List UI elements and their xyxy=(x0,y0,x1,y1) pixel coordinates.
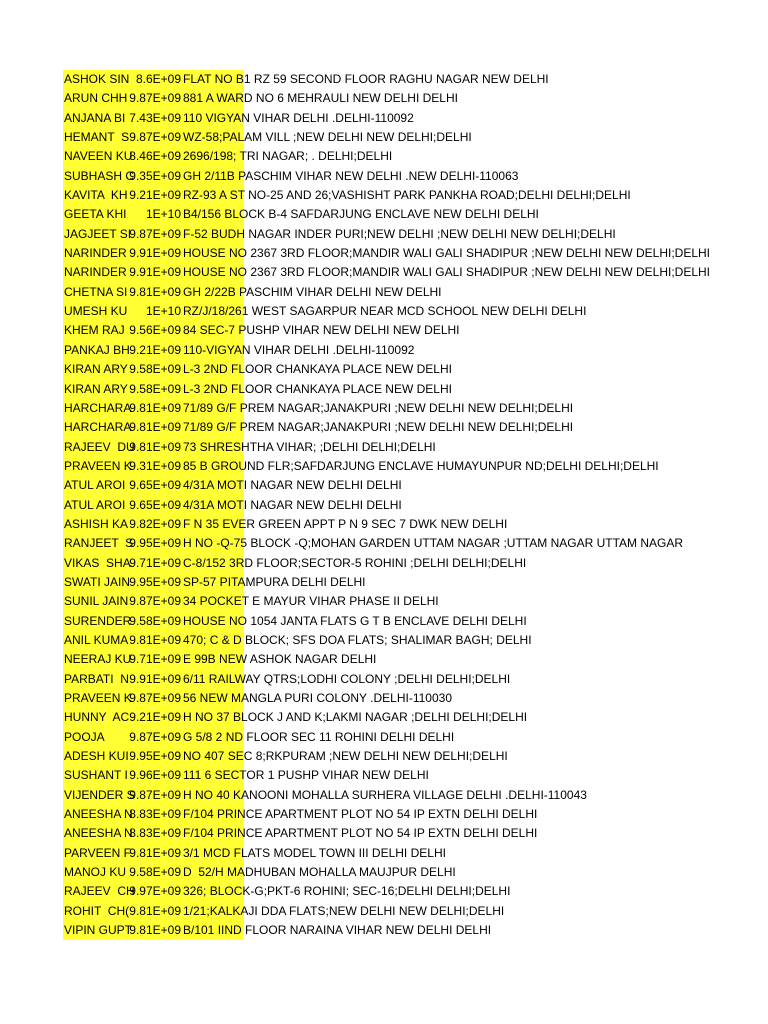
name-cell[interactable]: CHETNA SI xyxy=(64,284,128,299)
table-row xyxy=(63,263,768,282)
name-cell[interactable]: PARBATI N xyxy=(64,671,129,686)
phone-cell[interactable]: 9.65E+09 xyxy=(129,478,181,493)
table-row xyxy=(63,882,768,901)
phone-cell[interactable]: 9.35E+09 xyxy=(129,168,181,183)
table-row xyxy=(63,554,768,573)
address-cell[interactable]: 6/11 RAILWAY QTRS;LODHI COLONY ;DELHI DELHI;DELHI xyxy=(183,671,511,686)
table-row xyxy=(63,805,768,824)
phone-cell[interactable]: 9.21E+09 xyxy=(129,710,181,725)
name-cell[interactable]: HUNNY AC xyxy=(64,710,130,725)
phone-cell[interactable]: 8.83E+09 xyxy=(129,807,181,822)
phone-cell[interactable]: 9.58E+09 xyxy=(129,865,181,880)
address-cell[interactable]: 56 NEW MANGLA PURI COLONY .DELHI-110030 xyxy=(183,691,452,705)
phone-cell[interactable]: 9.87E+09 xyxy=(129,787,181,802)
phone-cell[interactable]: 9.81E+09 xyxy=(129,420,181,435)
phone-cell[interactable]: 8.46E+09 xyxy=(129,149,181,164)
spreadsheet-sheet xyxy=(63,70,768,940)
table-row xyxy=(63,399,768,418)
table-row xyxy=(63,708,768,727)
address-cell[interactable]: 71/89 G/F PREM NAGAR;JANAKPURI ;NEW DELHI NEW DELHI;DELHI xyxy=(183,400,574,415)
table-row xyxy=(63,70,768,89)
address-cell[interactable]: 4/31A MOTI NAGAR NEW DELHI DELHI xyxy=(183,497,402,512)
phone-cell[interactable]: 9.81E+09 xyxy=(129,284,181,299)
name-cell[interactable]: NAVEEN KU xyxy=(64,149,133,164)
address-cell[interactable]: SP-57 PITAMPURA DELHI DELHI xyxy=(183,574,366,589)
address-cell[interactable]: 470; C & D BLOCK; SFS DOA FLATS; SHALIMAR BAGH; DELHI xyxy=(183,632,532,647)
name-cell[interactable]: SWATI JAIN xyxy=(64,574,130,589)
address-cell[interactable]: B4/156 BLOCK B-4 SAFDARJUNG ENCLAVE NEW DELHI DELHI xyxy=(183,207,539,222)
address-cell[interactable]: GH 2/22B PASCHIM VIHAR DELHI NEW DELHI xyxy=(183,284,442,299)
phone-cell[interactable]: 9.81E+09 xyxy=(129,439,181,454)
table-row xyxy=(63,167,768,186)
address-cell[interactable]: G 5/8 2 ND FLOOR SEC 11 ROHINI DELHI DELHI xyxy=(183,729,455,744)
table-row xyxy=(63,380,768,399)
address-cell[interactable]: H NO 40 KANOONI MOHALLA SURHERA VILLAGE DELHI .DELHI-110043 xyxy=(183,787,587,802)
table-row xyxy=(63,476,768,495)
address-cell[interactable]: E 99B NEW ASHOK NAGAR DELHI xyxy=(183,652,377,667)
table-row xyxy=(63,824,768,843)
table-row xyxy=(63,186,768,205)
name-cell[interactable]: ROHIT CH( xyxy=(64,903,130,918)
phone-cell[interactable]: 9.82E+09 xyxy=(129,516,181,531)
address-cell[interactable]: F/104 PRINCE APARTMENT PLOT NO 54 IP EXTN DELHI DELHI xyxy=(183,826,538,841)
phone-cell[interactable]: 9.81E+09 xyxy=(129,400,181,415)
table-row xyxy=(63,670,768,689)
address-cell[interactable]: NO 407 SEC 8;RKPURAM ;NEW DELHI NEW DELHI;DELHI xyxy=(183,749,508,764)
table-row xyxy=(63,921,768,940)
name-cell[interactable]: JAGJEET SI xyxy=(64,226,132,241)
address-cell[interactable]: RZ/J/18/261 WEST SAGARPUR NEAR MCD SCHOOL NEW DELHI DELHI xyxy=(183,304,587,319)
name-cell[interactable]: HEMANT S xyxy=(64,130,130,145)
address-cell[interactable]: 110-VIGYAN VIHAR DELHI .DELHI-110092 xyxy=(183,342,415,357)
table-row xyxy=(63,747,768,766)
name-cell[interactable]: SUNIL JAIN xyxy=(64,594,129,609)
address-cell[interactable]: RZ-93 A ST NO-25 AND 26;VASHISHT PARK PANKHA ROAD;DELHI DELHI;DELHI xyxy=(183,188,631,203)
table-row xyxy=(63,650,768,669)
phone-cell[interactable]: 9.87E+09 xyxy=(129,594,181,609)
address-cell[interactable]: HOUSE NO 2367 3RD FLOOR;MANDIR WALI GALI SHADIPUR ;NEW DELHI NEW DELHI;DELHI xyxy=(183,246,710,261)
address-cell[interactable]: 85 B GROUND FLR;SAFDARJUNG ENCLAVE HUMAYUNPUR ND;DELHI DELHI;DELHI xyxy=(183,458,659,473)
name-cell[interactable]: VIPIN GUPT xyxy=(64,923,133,938)
phone-cell[interactable]: 9.95E+09 xyxy=(129,574,181,589)
table-row xyxy=(63,786,768,805)
name-cell[interactable]: PRAVEEN K xyxy=(64,458,132,473)
name-cell[interactable]: KAVITA KH xyxy=(64,188,128,203)
table-row xyxy=(63,147,768,166)
phone-cell[interactable]: 8.83E+09 xyxy=(129,826,181,841)
address-cell[interactable]: F N 35 EVER GREEN APPT P N 9 SEC 7 DWK NEW DELHI xyxy=(183,516,508,531)
address-cell[interactable]: 4/31A MOTI NAGAR NEW DELHI DELHI xyxy=(183,478,402,493)
name-cell[interactable]: SUSHANT I xyxy=(64,768,128,783)
name-cell[interactable]: UMESH KU xyxy=(64,304,128,319)
table-row xyxy=(63,438,768,457)
phone-cell[interactable]: 9.81E+09 xyxy=(129,903,181,918)
table-row xyxy=(63,457,768,476)
address-cell[interactable]: 1/21;KALKAJI DDA FLATS;NEW DELHI NEW DELHI;DELHI xyxy=(183,903,505,918)
name-cell[interactable]: ANIL KUMA xyxy=(64,632,129,647)
name-cell[interactable]: GEETA KHI xyxy=(64,207,127,222)
address-cell[interactable]: F-52 BUDH NAGAR INDER PURI;NEW DELHI ;NEW DELHI NEW DELHI;DELHI xyxy=(183,226,616,241)
name-cell[interactable]: ATUL AROI xyxy=(64,478,126,493)
phone-cell[interactable]: 9.87E+09 xyxy=(129,729,181,744)
address-cell[interactable]: D 52/H MADHUBAN MOHALLA MAUJPUR DELHI xyxy=(183,865,456,880)
name-cell[interactable]: SURENDER xyxy=(64,613,132,628)
table-row xyxy=(63,321,768,340)
phone-cell[interactable]: 9.31E+09 xyxy=(129,458,181,473)
address-cell[interactable]: H NO 37 BLOCK J AND K;LAKMI NAGAR ;DELHI DELHI;DELHI xyxy=(183,710,528,725)
name-cell[interactable]: ARUN CHH xyxy=(64,91,128,106)
table-row xyxy=(63,205,768,224)
table-row xyxy=(63,302,768,321)
table-row xyxy=(63,128,768,147)
name-cell[interactable]: VIKAS SHA xyxy=(64,555,131,570)
table-row xyxy=(63,612,768,631)
address-cell[interactable]: HOUSE NO 1054 JANTA FLATS G T B ENCLAVE DELHI DELHI xyxy=(183,613,527,628)
table-row xyxy=(63,689,768,708)
address-cell[interactable]: C-8/152 3RD FLOOR;SECTOR-5 ROHINI ;DELHI DELHI;DELHI xyxy=(183,555,527,570)
phone-cell[interactable]: 9.81E+09 xyxy=(129,632,181,647)
table-row xyxy=(63,515,768,534)
name-cell[interactable]: KIRAN ARY xyxy=(64,362,128,377)
phone-cell[interactable]: 9.21E+09 xyxy=(129,188,181,203)
phone-cell[interactable]: 9.91E+09 xyxy=(129,671,181,686)
address-cell[interactable]: 881 A WARD NO 6 MEHRAULI NEW DELHI DELHI xyxy=(183,91,458,106)
name-cell[interactable]: HARCHARA xyxy=(64,400,132,415)
table-row xyxy=(63,418,768,437)
address-cell[interactable]: 2696/198; TRI NAGAR; . DELHI;DELHI xyxy=(183,149,393,164)
name-cell[interactable]: PRAVEEN K xyxy=(64,691,132,705)
table-row xyxy=(63,631,768,650)
phone-cell[interactable]: 9.95E+09 xyxy=(129,749,181,764)
phone-cell[interactable]: 9.95E+09 xyxy=(129,536,181,551)
name-cell[interactable]: ANEESHA N xyxy=(64,807,133,822)
table-row xyxy=(63,341,768,360)
table-row xyxy=(63,109,768,128)
table-row xyxy=(63,244,768,263)
address-cell[interactable]: FLAT NO B1 RZ 59 SECOND FLOOR RAGHU NAGAR NEW DELHI xyxy=(183,72,549,86)
name-cell[interactable]: ASHOK SIN xyxy=(64,72,130,86)
phone-cell[interactable]: 9.21E+09 xyxy=(129,342,181,357)
name-cell[interactable]: SUBHASH C xyxy=(64,168,135,183)
name-cell[interactable]: RANJEET S xyxy=(64,536,134,551)
address-cell[interactable]: HOUSE NO 2367 3RD FLOOR;MANDIR WALI GALI SHADIPUR ;NEW DELHI NEW DELHI;DELHI xyxy=(183,265,710,280)
phone-cell[interactable]: 9.87E+09 xyxy=(129,91,181,106)
phone-cell[interactable]: 9.71E+09 xyxy=(129,652,181,667)
table-row xyxy=(63,902,768,921)
name-cell[interactable]: NARINDER xyxy=(64,246,127,261)
address-cell[interactable]: 34 POCKET E MAYUR VIHAR PHASE II DELHI xyxy=(183,594,439,609)
phone-cell[interactable]: 9.96E+09 xyxy=(129,768,181,783)
table-row xyxy=(63,360,768,379)
address-cell[interactable]: GH 2/11B PASCHIM VIHAR NEW DELHI .NEW DELHI-110063 xyxy=(183,168,519,183)
name-cell[interactable]: RAJEEV CH xyxy=(64,884,135,899)
address-cell[interactable]: 84 SEC-7 PUSHP VIHAR NEW DELHI NEW DELHI xyxy=(183,323,460,338)
address-cell[interactable]: B/101 IIND FLOOR NARAINA VIHAR NEW DELHI DELHI xyxy=(183,923,492,938)
name-cell[interactable]: VIJENDER S xyxy=(64,787,135,802)
address-cell[interactable]: 71/89 G/F PREM NAGAR;JANAKPURI ;NEW DELHI NEW DELHI;DELHI xyxy=(183,420,574,435)
phone-cell[interactable]: 9.81E+09 xyxy=(129,845,181,860)
name-cell[interactable]: NARINDER xyxy=(64,265,127,280)
phone-cell[interactable]: 9.81E+09 xyxy=(129,923,181,938)
phone-cell[interactable]: 9.71E+09 xyxy=(129,555,181,570)
name-cell[interactable]: PARVEEN F xyxy=(64,845,131,860)
name-cell[interactable]: ADESH KUI xyxy=(64,749,129,764)
phone-cell[interactable]: 9.87E+09 xyxy=(129,691,181,705)
name-cell[interactable]: PANKAJ BH xyxy=(64,342,130,357)
table-row xyxy=(63,225,768,244)
phone-cell[interactable]: 9.91E+09 xyxy=(129,265,181,280)
table-row xyxy=(63,573,768,592)
table-row xyxy=(63,534,768,553)
address-cell[interactable]: F/104 PRINCE APARTMENT PLOT NO 54 IP EXTN DELHI DELHI xyxy=(183,807,538,822)
phone-cell[interactable]: 9.87E+09 xyxy=(129,130,181,145)
address-cell[interactable]: L-3 2ND FLOOR CHANKAYA PLACE NEW DELHI xyxy=(183,362,452,377)
name-cell[interactable]: NEERAJ KU xyxy=(64,652,132,667)
name-cell[interactable]: ANEESHA N xyxy=(64,826,133,841)
address-cell[interactable]: 110 VIGYAN VIHAR DELHI .DELHI-110092 xyxy=(183,110,414,125)
table-row xyxy=(63,766,768,785)
table-row xyxy=(63,592,768,611)
table-row xyxy=(63,728,768,747)
address-cell[interactable]: H NO -Q-75 BLOCK -Q;MOHAN GARDEN UTTAM NAGAR ;UTTAM NAGAR UTTAM NAGAR xyxy=(183,536,684,551)
phone-cell[interactable]: 9.58E+09 xyxy=(129,381,181,396)
phone-cell[interactable]: 9.56E+09 xyxy=(129,323,181,338)
phone-cell[interactable]: 8.6E+09 xyxy=(135,72,181,86)
address-cell[interactable]: 111 6 SECTOR 1 PUSHP VIHAR NEW DELHI xyxy=(183,768,429,783)
phone-cell[interactable]: 9.58E+09 xyxy=(129,613,181,628)
phone-cell[interactable]: 7.43E+09 xyxy=(129,110,181,125)
phone-cell[interactable]: 1E+10 xyxy=(145,304,181,319)
name-cell[interactable]: KHEM RAJ xyxy=(64,323,125,338)
phone-cell[interactable]: 1E+10 xyxy=(145,207,181,222)
table-row xyxy=(63,89,768,108)
name-cell[interactable]: KIRAN ARY xyxy=(64,381,128,396)
phone-cell[interactable]: 9.91E+09 xyxy=(129,246,181,261)
name-cell[interactable]: POOJA xyxy=(64,729,105,744)
address-cell[interactable]: 3/1 MCD FLATS MODEL TOWN III DELHI DELHI xyxy=(183,845,446,860)
address-cell[interactable]: L-3 2ND FLOOR CHANKAYA PLACE NEW DELHI xyxy=(183,381,452,396)
address-cell[interactable]: 326; BLOCK-G;PKT-6 ROHINI; SEC-16;DELHI DELHI;DELHI xyxy=(183,884,511,899)
table-row xyxy=(63,863,768,882)
name-cell[interactable]: HARCHARA xyxy=(64,420,132,435)
table-row xyxy=(63,283,768,302)
phone-cell[interactable]: 9.58E+09 xyxy=(129,362,181,377)
name-cell[interactable]: ATUL AROI xyxy=(64,497,126,512)
phone-cell[interactable]: 9.97E+09 xyxy=(129,884,181,899)
address-cell[interactable]: 73 SHRESHTHA VIHAR; ;DELHI DELHI;DELHI xyxy=(183,439,436,454)
address-cell[interactable]: WZ-58;PALAM VILL ;NEW DELHI NEW DELHI;DELHI xyxy=(183,130,472,145)
table-row xyxy=(63,496,768,515)
name-cell[interactable]: ASHISH KA xyxy=(64,516,129,531)
name-cell[interactable]: RAJEEV DU xyxy=(64,439,135,454)
phone-cell[interactable]: 9.87E+09 xyxy=(129,226,181,241)
name-cell[interactable]: ANJANA BI xyxy=(64,110,126,125)
phone-cell[interactable]: 9.65E+09 xyxy=(129,497,181,512)
name-cell[interactable]: MANOJ KU xyxy=(64,865,127,880)
table-row xyxy=(63,844,768,863)
